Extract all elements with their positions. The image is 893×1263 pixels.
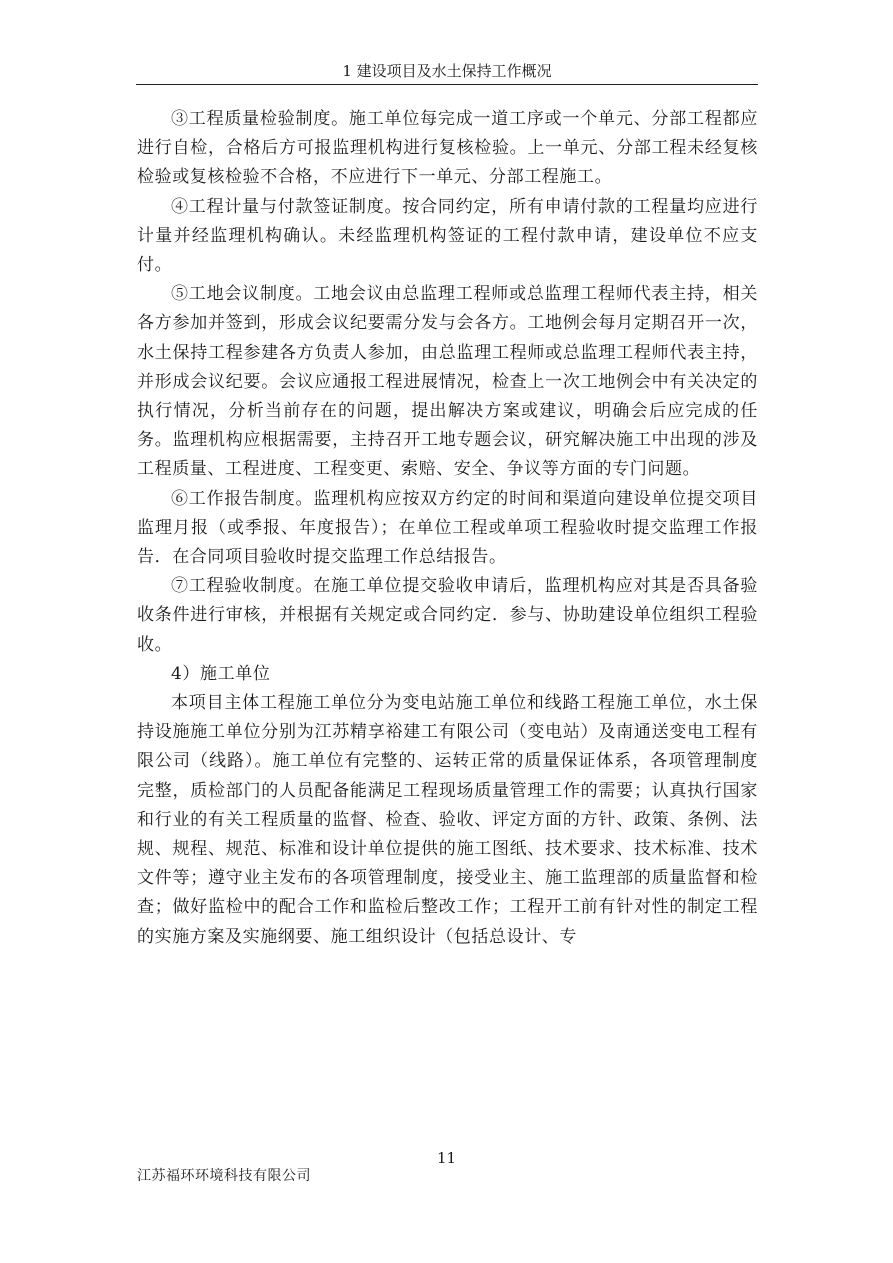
- paragraph-work-report: ⑥工作报告制度。监理机构应按双方约定的时间和渠道向建设单位提交项目监理月报（或季报、年度报告）；在单位工程或单项工程验收时提交监理工作报告．在合同项目验收时提交监理工作总结报告。: [137, 488, 758, 568]
- paragraph-acceptance: ⑦工程验收制度。在施工单位提交验收申请后，监理机构应对其是否具备验收条件进行审核，并根据有关规定或合同约定．参与、协助建设单位组织工程验收。: [137, 576, 758, 655]
- header-title: 1 建设项目及水土保持工作概况: [342, 62, 552, 80]
- paragraph-quality-inspection: ③工程质量检验制度。施工单位每完成一道工序或一个单元、分部工程都应进行自检，合格后方可报监理机构进行复核检验。上一单元、分部工程未经复核检验或复核检验不合格，不应进行下一单元、分部工程施工。: [137, 109, 758, 188]
- document-body: [137, 105, 758, 952]
- paragraph-contractor: 本项目主体工程施工单位分为变电站施工单位和线路工程施工单位，水土保持设施施工单位分别为江苏精享裕建工有限公司（变电站）及南通送变电工程有限公司（线路）。施工单位有完整的、运转正常的质量保证体系，各项管理制度完整，质检部门的人员配备能满足工程现场质量管理工作的需要；认真执行国家和行业的有关工程质量的监督、检查、验收、评定方面的方针、政策、条例、法规、规程、规范、标准和设计单位提供的施工图纸、技术要求、技术标准、技术文件等；遵守业主发布的各项管理制度，接受业主、施工监理部的质量监督和检查；做好监检中的配合工作和监检后整改工作；工程开工前有针对性的制定工程的实施方案及实施纲要、施工组织设计（包括总设计、专: [137, 693, 758, 947]
- footer-company: 江苏福环环境科技有限公司: [137, 1168, 311, 1184]
- paragraph-measurement-payment: ④工程计量与付款签证制度。按合同约定，所有申请付款的工程量均应进行计量并经监理机构确认。未经监理机构签证的工程付款申请，建设单位不应支付。: [137, 196, 758, 276]
- paragraph-site-meeting: ⑤工地会议制度。工地会议由总监理工程师或总监理工程师代表主持，相关各方参加并签到，形成会议纪要需分发与会各方。工地例会每月定期召开一次，水土保持工程参建各方负责人参加，由总监理工程师或总监理工程师代表主持，并形成会议纪要。会议应通报工程进展情况，检查上一次工地例会中有关决定的执行情况，分析当前存在的问题，提出解决方案或建议，明确会后应完成的任务。监理机构应根据需要，主持召开工地专题会议，研究解决施工中出现的涉及工程质量、工程进度、工程变更、索赔、安全、争议等方面的专门问题。: [137, 284, 758, 480]
- section-heading-contractor: 4）施工单位: [171, 663, 271, 684]
- page-header: [136, 58, 758, 85]
- page-number: 11: [436, 1149, 457, 1167]
